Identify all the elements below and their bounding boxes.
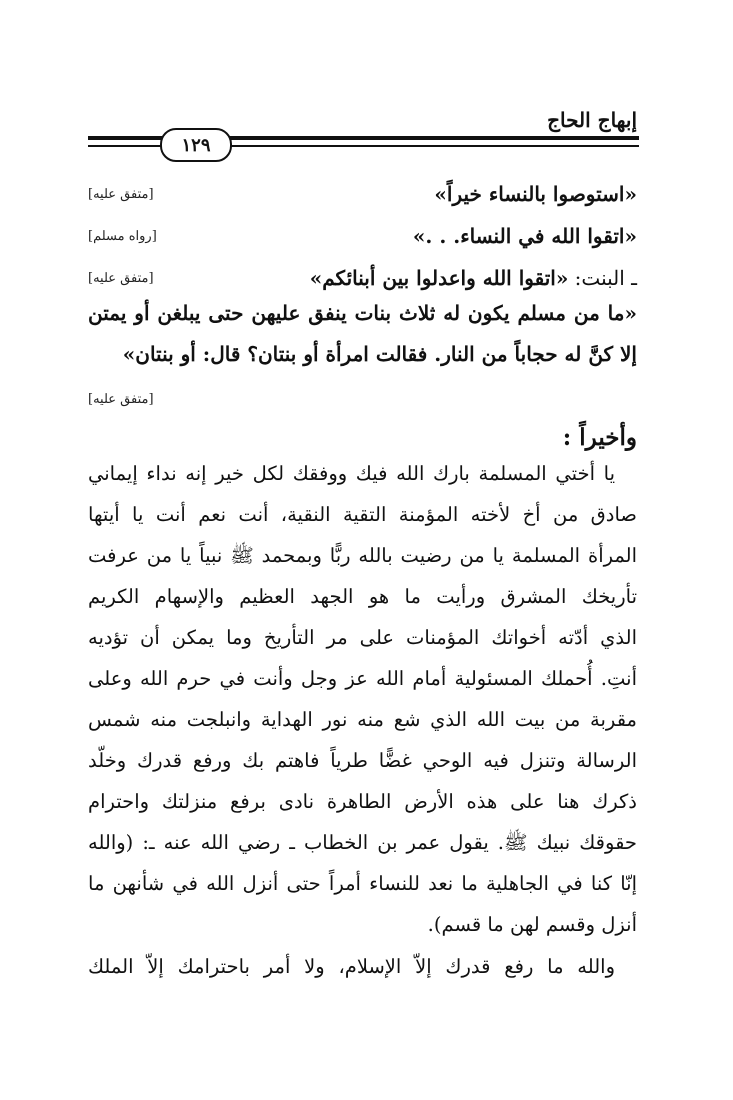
page-number-text: ١٢٩ bbox=[181, 134, 211, 156]
quote-source: [متفق عليه] bbox=[88, 186, 154, 202]
quote-text-group bbox=[310, 266, 637, 290]
hadith-line: «ما من مسلم يكون له ثلاث بنات ينفق عليهن حتى يبلغن أو يمتن bbox=[88, 301, 637, 325]
running-title: إبهاج الحاج bbox=[547, 108, 637, 132]
quote-source: [متفق عليه] bbox=[88, 270, 154, 286]
quote-text: «استوصوا بالنساء خيراً» bbox=[434, 182, 637, 206]
hadith-source: [متفق عليه] bbox=[88, 392, 154, 407]
paragraph-line: المرأة المسلمة يا من رضيت بالله ربًّا وبمحمد ﷺ نبياً يا من عرفت bbox=[88, 544, 637, 567]
paragraph-line: أنزل وقسم لهن ما قسم). bbox=[427, 913, 637, 936]
paragraph-line: الرسالة وتنزل فيه الوحي غضًّا طرياً فاهتم بك ورفع قدرك وخلّد bbox=[88, 749, 637, 772]
paragraph-line: الذي أدّته أخواتك المؤمنات على مر التأريخ وما يمكن أن تؤديه bbox=[88, 626, 637, 649]
quote-line bbox=[88, 176, 637, 212]
paragraph-line: تأريخك المشرق ورأيت ما هو الجهد العظيم والإسهام الكريم bbox=[88, 585, 637, 608]
paragraph-line: مقربة من بيت الله الذي شع منه نور الهداية وانبلجت منه شمس bbox=[88, 708, 637, 731]
quote-lead: ـ البنت: bbox=[568, 266, 637, 290]
paragraph-line: يا أختي المسلمة بارك الله فيك ووفقك لكل خير إنه نداء إيماني bbox=[88, 462, 615, 485]
quote-text: «اتقوا الله واعدلوا بين أبنائكم» bbox=[309, 266, 569, 290]
section-heading: وأخيراً : bbox=[562, 424, 637, 451]
paragraph-line: صادق من أخ لأخته المؤمنة التقية النقية، أنت نعم أنت يا أيتها bbox=[88, 503, 637, 526]
paragraph-line: حقوقك نبيك ﷺ. يقول عمر بن الخطاب ـ رضي الله عنه ـ: (والله bbox=[88, 831, 637, 854]
quote-text: «اتقوا الله في النساء. . .» bbox=[412, 224, 637, 248]
paragraph-line: إنّا كنا في الجاهلية ما نعد للنساء أمراً حتى أنزل الله في شأنهن ما bbox=[88, 872, 637, 895]
quote-source: [رواه مسلم] bbox=[88, 228, 157, 244]
quote-line bbox=[88, 260, 637, 296]
paragraph-line-final: والله ما رفع قدرك إلاّ الإسلام، ولا أمر باحترامك إلاّ الملك bbox=[88, 955, 615, 978]
paragraph-line: ذكرك هنا على هذه الأرض الطاهرة نادى برفع منزلتك واحترام bbox=[88, 790, 637, 813]
quote-line bbox=[88, 218, 637, 254]
hadith-line: إلا كنَّ له حجاباً من النار. فقالت امرأة أو بنتان؟ قال: أو بنتان» bbox=[122, 342, 637, 366]
paragraph-line: أنتِ. أُحملك المسئولية أمام الله عز وجل وأنت في حرم الله وعلى bbox=[88, 667, 637, 690]
page-number bbox=[160, 128, 232, 162]
